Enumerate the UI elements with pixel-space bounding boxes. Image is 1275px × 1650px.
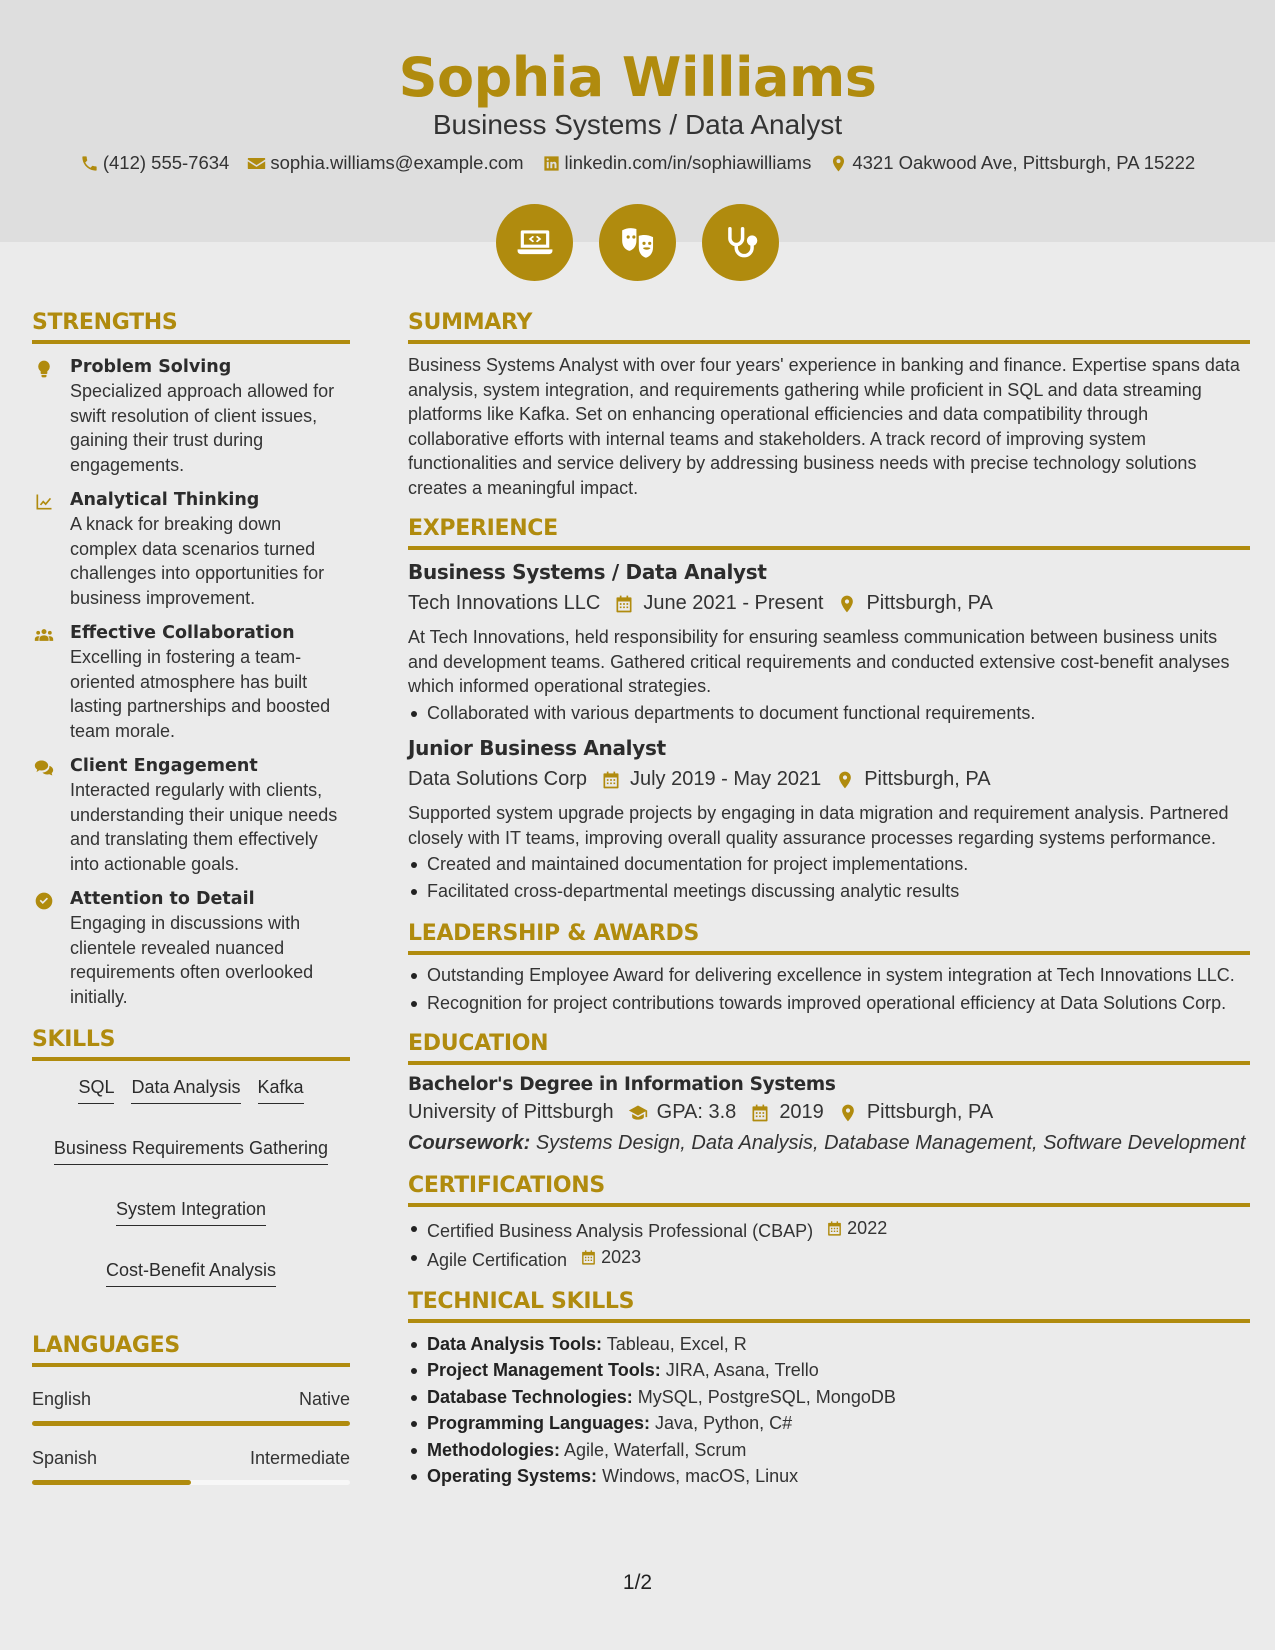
skill-chip: Kafka [258,1077,304,1104]
strength-desc: A knack for breaking down complex data scenarios turned challenges into opportunities for business improvement. [70,514,325,608]
strength-desc: Specialized approach allowed for swift resolution of client issues, gaining their trust during engagements. [70,381,335,475]
certification-year: 2022 [847,1218,888,1238]
degree-title: Bachelor's Degree in Information Systems [408,1074,836,1095]
contact-linkedin[interactable] [542,152,812,174]
job-location: Pittsburgh, PA [866,592,993,614]
tech-skill-value: Agile, Waterfall, Scrum [564,1439,747,1460]
phone-icon [80,154,99,173]
award-item: Outstanding Employee Award for delivering excellence in system integration at Tech Innovations LLC. [408,963,1250,988]
summary-heading: SUMMARY [408,310,1250,344]
tech-skill-label: Programming Languages: [427,1413,651,1433]
languages-section [32,1333,350,1485]
tech-skill-value: Java, Python, C# [655,1413,793,1433]
calendar-icon [614,594,634,614]
skill-chip: SQL [78,1077,114,1104]
strength-item [32,889,350,1009]
strength-title: Problem Solving [70,357,232,377]
certification-item [408,1216,1250,1243]
tech-skill-label: Data Analysis Tools: [427,1333,603,1354]
strength-item [32,357,350,477]
comments-icon [34,758,54,778]
tech-skill-label: Operating Systems: [427,1466,598,1486]
language-proficiency-bar [32,1480,350,1485]
job-entry [408,736,1250,903]
language-name: English [32,1389,92,1409]
experience-heading: EXPERIENCE [408,516,1250,550]
left-column [32,310,350,1485]
chart-line-icon [34,492,54,512]
strength-item [32,490,350,610]
language-proficiency-bar [32,1421,350,1426]
interest-icons [0,204,1275,281]
map-pin-icon [837,594,857,614]
certification-name: Agile Certification [427,1250,568,1270]
strength-title: Analytical Thinking [70,490,260,510]
tech-skill-value: Tableau, Excel, R [606,1333,747,1354]
users-icon [34,625,54,645]
job-dates: July 2019 - May 2021 [629,768,822,790]
tech-skill-item [408,1464,1250,1489]
candidate-name: Sophia Williams [398,46,877,109]
contact-email[interactable] [247,152,523,174]
strength-title: Attention to Detail [70,889,255,909]
contact-bar [0,152,1275,174]
skill-chip: Data Analysis [131,1077,240,1104]
envelope-icon [247,154,266,173]
check-circle-icon [34,891,54,911]
email-text: sophia.williams@example.com [270,152,524,173]
language-proficiency-fill [32,1421,350,1426]
job-bullet: Collaborated with various departments to document functional requirements. [408,701,1250,726]
language-name: Spanish [32,1448,98,1468]
coursework [408,1132,1250,1155]
skill-chip: Cost-Benefit Analysis [106,1260,276,1287]
job-dates: June 2021 - Present [643,592,824,614]
languages-heading: LANGUAGES [32,1333,350,1367]
calendar-icon [580,1249,597,1266]
tech-skill-item [408,1385,1250,1410]
graduation-year: 2019 [779,1101,824,1123]
laptop-code-icon [496,204,573,281]
skill-chip: Business Requirements Gathering [54,1138,328,1165]
job-company: Data Solutions Corp [408,768,587,790]
leadership-heading: LEADERSHIP & AWARDS [408,921,1250,955]
tech-skill-value: MySQL, PostgreSQL, MongoDB [637,1386,896,1407]
calendar-icon [826,1220,843,1237]
job-description: Supported system upgrade projects by engaging in data migration and requirement analysis. Partnered closely with IT teams, improving overall quality assurance processes regarding systems performance. [408,803,1229,848]
map-pin-icon [838,1103,858,1123]
strength-title: Effective Collaboration [70,623,295,643]
job-title: Business Systems / Data Analyst [408,560,767,584]
language-item [32,1448,350,1485]
contact-address [829,152,1195,174]
job-bullet: Created and maintained documentation for project implementations. [408,852,1250,877]
phone-text: (412) 555-7634 [102,152,230,173]
language-level: Intermediate [249,1448,350,1468]
graduation-cap-icon [628,1103,648,1123]
lightbulb-icon [34,359,54,379]
strength-desc: Excelling in fostering a team-oriented atmosphere has built lasting partnerships and boosted team morale. [70,647,331,741]
technical-skills-heading: TECHNICAL SKILLS [408,1289,1250,1323]
certification-item [408,1245,1250,1272]
job-bullet: Facilitated cross-departmental meetings discussing analytic results [408,879,1250,904]
page-number: 1/2 [622,1571,653,1594]
tech-skill-item [408,1411,1250,1436]
certification-year: 2023 [601,1247,642,1268]
strength-desc: Interacted regularly with clients, understanding their unique needs and translating them effectively into actionable goals. [70,780,338,874]
education-heading: EDUCATION [408,1031,1250,1065]
language-level: Native [298,1389,350,1409]
coursework-list: Systems Design, Data Analysis, Database Management, Software Development [535,1132,1246,1154]
language-item [32,1389,350,1426]
skill-chip: System Integration [116,1199,266,1226]
skills-heading: SKILLS [32,1027,350,1061]
tech-skill-label: Methodologies: [427,1439,560,1460]
job-description: At Tech Innovations, held responsibility for ensuring seamless communication between business units and development teams. Gathered critical requirements and conducted extensive cost-benefit analyses which informed operational strategies. [408,627,1230,696]
language-proficiency-fill [32,1480,191,1485]
school-location: Pittsburgh, PA [866,1101,994,1123]
tech-skill-label: Database Technologies: [427,1386,633,1407]
tech-skill-item [408,1358,1250,1383]
strength-title: Client Engagement [70,756,258,776]
tech-skill-label: Project Management Tools: [427,1360,661,1380]
calendar-icon [601,770,621,790]
job-company: Tech Innovations LLC [408,592,601,614]
school-name: University of Pittsburgh [408,1101,614,1123]
job-entry [408,560,1250,725]
skill-chips [32,1061,350,1287]
tech-skill-value: Windows, macOS, Linux [602,1466,799,1486]
tech-skill-item [408,1438,1250,1463]
job-title: Junior Business Analyst [408,736,666,760]
stethoscope-icon [702,204,779,281]
map-pin-icon [829,154,848,173]
candidate-role: Business Systems / Data Analyst [432,109,843,140]
skills-section [32,1027,350,1287]
tech-skill-value: JIRA, Asana, Trello [665,1360,819,1380]
address-text: 4321 Oakwood Ave, Pittsburgh, PA 15222 [852,152,1196,173]
strength-item [32,756,350,876]
strength-item [32,623,350,743]
calendar-icon [750,1103,770,1123]
tech-skill-item [408,1332,1250,1357]
linkedin-icon [542,154,561,173]
contact-phone[interactable] [80,152,230,174]
map-pin-icon [835,770,855,790]
strength-desc: Engaging in discussions with clientele revealed nuanced requirements often overlooked initially. [70,913,314,1007]
certification-name: Certified Business Analysis Professional (CBAP) [427,1220,814,1241]
award-item: Recognition for project contributions towards improved operational efficiency at Data Solutions Corp. [408,991,1250,1016]
summary-text: Business Systems Analyst with over four years' experience in banking and finance. Expertise spans data analysis, system integration, and requirements gathering while proficient in SQL and data streaming platforms like Kafka. Set on enhancing operational efficiencies and data compatibility through collaborative efforts with internal teams and stakeholders. A track record of improving system functionalities and service delivery by addressing business needs with precise technology solutions creates a meaningful impact. [408,355,1240,498]
linkedin-text: linkedin.com/in/sophiawilliams [564,152,812,173]
strengths-heading: STRENGTHS [32,310,350,344]
right-column [408,310,1250,1489]
theater-masks-icon [599,204,676,281]
gpa: GPA: 3.8 [656,1101,737,1123]
job-location: Pittsburgh, PA [864,768,991,790]
education-entry [408,1074,1250,1155]
certifications-heading: CERTIFICATIONS [408,1173,1250,1207]
coursework-label: Coursework: [408,1132,531,1154]
